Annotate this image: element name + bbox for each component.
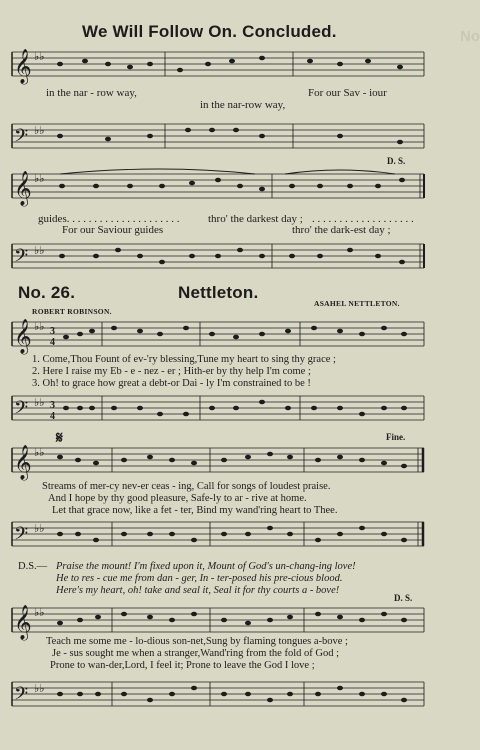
verse-line: Prone to wan-der,Lord, I feel it; Prone to leave the God I love ; [50,660,315,671]
lyric-line: in the nar-row way, [200,99,286,111]
bleed-through-text: No [460,28,480,45]
bass-staff-2 [0,238,480,278]
verse-line: Streams of mer-cy nev-er ceas - ing, Call for songs of loudest praise. [42,481,331,492]
ds-label: D.S.— [18,561,48,572]
svg-text:♭♭: ♭♭ [34,447,45,459]
ds-line: Praise the mount! I'm fixed upon it, Mount of God's un-chang-ing love! [56,561,356,572]
treble-staff-4 [0,442,480,482]
svg-text:𝄞: 𝄞 [14,172,32,205]
svg-text:𝄢: 𝄢 [14,245,29,270]
svg-text:♭♭: ♭♭ [34,51,45,63]
svg-text:𝄞: 𝄞 [14,446,32,479]
ds-line: Here's my heart, oh! take and seal it, Seal it for thy courts a - bove! [56,585,340,596]
verse-line: 1. Come,Thou Fount of ev-'ry blessing,Tune my heart to sing thy grace ; [32,354,336,365]
ds-line: He to res - cue me from dan - ger, In - ter-posed his pre-cious blood. [56,573,343,584]
svg-text:𝄢: 𝄢 [14,125,29,150]
svg-text:♭♭: ♭♭ [34,321,45,333]
svg-text:𝄢: 𝄢 [14,523,29,548]
bass-staff-3 [0,390,480,428]
svg-text:3: 3 [50,326,55,337]
hymn-title: Nettleton. [178,283,259,302]
author-credit: ROBERT ROBINSON. [32,307,112,316]
hymn1-title: We Will Follow On. Concluded. [82,22,337,41]
verse-line: 2. Here I raise my Eb - e - nez - er ; Hith-er by thy help I'm come ; [32,366,311,377]
bass-staff-4 [0,516,480,554]
lyric-line: in the nar - row way, [46,87,137,99]
svg-text:4: 4 [50,337,55,348]
fine-mark: Fine. [386,432,406,442]
ds-mark: D. S. [387,156,406,166]
treble-staff-3 [0,316,480,356]
svg-text:4: 4 [50,411,55,422]
lyric-line: thro' the darkest day ; [208,213,303,225]
verse-line: 3. Oh! to grace how great a debt-or Dai - ly I'm constrained to be ! [32,378,311,389]
segno-sign: 𝄋 [56,430,63,447]
svg-text:𝄞: 𝄞 [14,50,32,83]
verse-line: And I hope by thy good pleasure, Safe-ly to ar - rive at home. [48,493,307,504]
svg-text:♭♭: ♭♭ [34,125,45,137]
lyric-line: . . . . . . . . . . . . . . . . . . . [312,213,414,225]
lyric-line: For our Sav - iour [308,87,387,99]
ds-mark: D. S. [394,593,413,603]
verse-line: Teach me some me - lo-dious son-net,Sung by flaming tongues a-bove ; [46,636,348,647]
composer-credit: ASAHEL NETTLETON. [314,299,400,308]
svg-text:♭♭: ♭♭ [34,173,45,185]
verse-line: Je - sus sought me when a stranger,Wand'ring from the fold of God ; [52,648,339,659]
svg-text:𝄢: 𝄢 [14,397,29,422]
svg-text:♭♭: ♭♭ [34,607,45,619]
treble-staff-5 [0,602,480,640]
lyric-line: guides. . . . . . . . . . . . . . . . . . . . . [38,213,180,225]
bass-staff-1 [0,118,480,158]
treble-staff-2 [0,166,480,212]
lyric-line: For our Saviour guides [62,224,164,236]
svg-text:♭♭: ♭♭ [34,683,45,695]
svg-text:♭♭: ♭♭ [34,523,45,535]
hymn-number: No. 26. [18,283,76,302]
verse-line: Let that grace now, like a fet - ter, Bind my wand'ring heart to Thee. [52,505,338,516]
bass-staff-5 [0,676,480,716]
svg-text:𝄞: 𝄞 [14,606,32,639]
svg-text:𝄞: 𝄞 [14,320,32,353]
svg-text:𝄢: 𝄢 [14,683,29,708]
svg-text:♭♭: ♭♭ [34,245,45,257]
svg-text:3: 3 [50,400,55,411]
svg-text:♭♭: ♭♭ [34,397,45,409]
lyric-line: thro' the dark-est day ; [292,224,391,236]
